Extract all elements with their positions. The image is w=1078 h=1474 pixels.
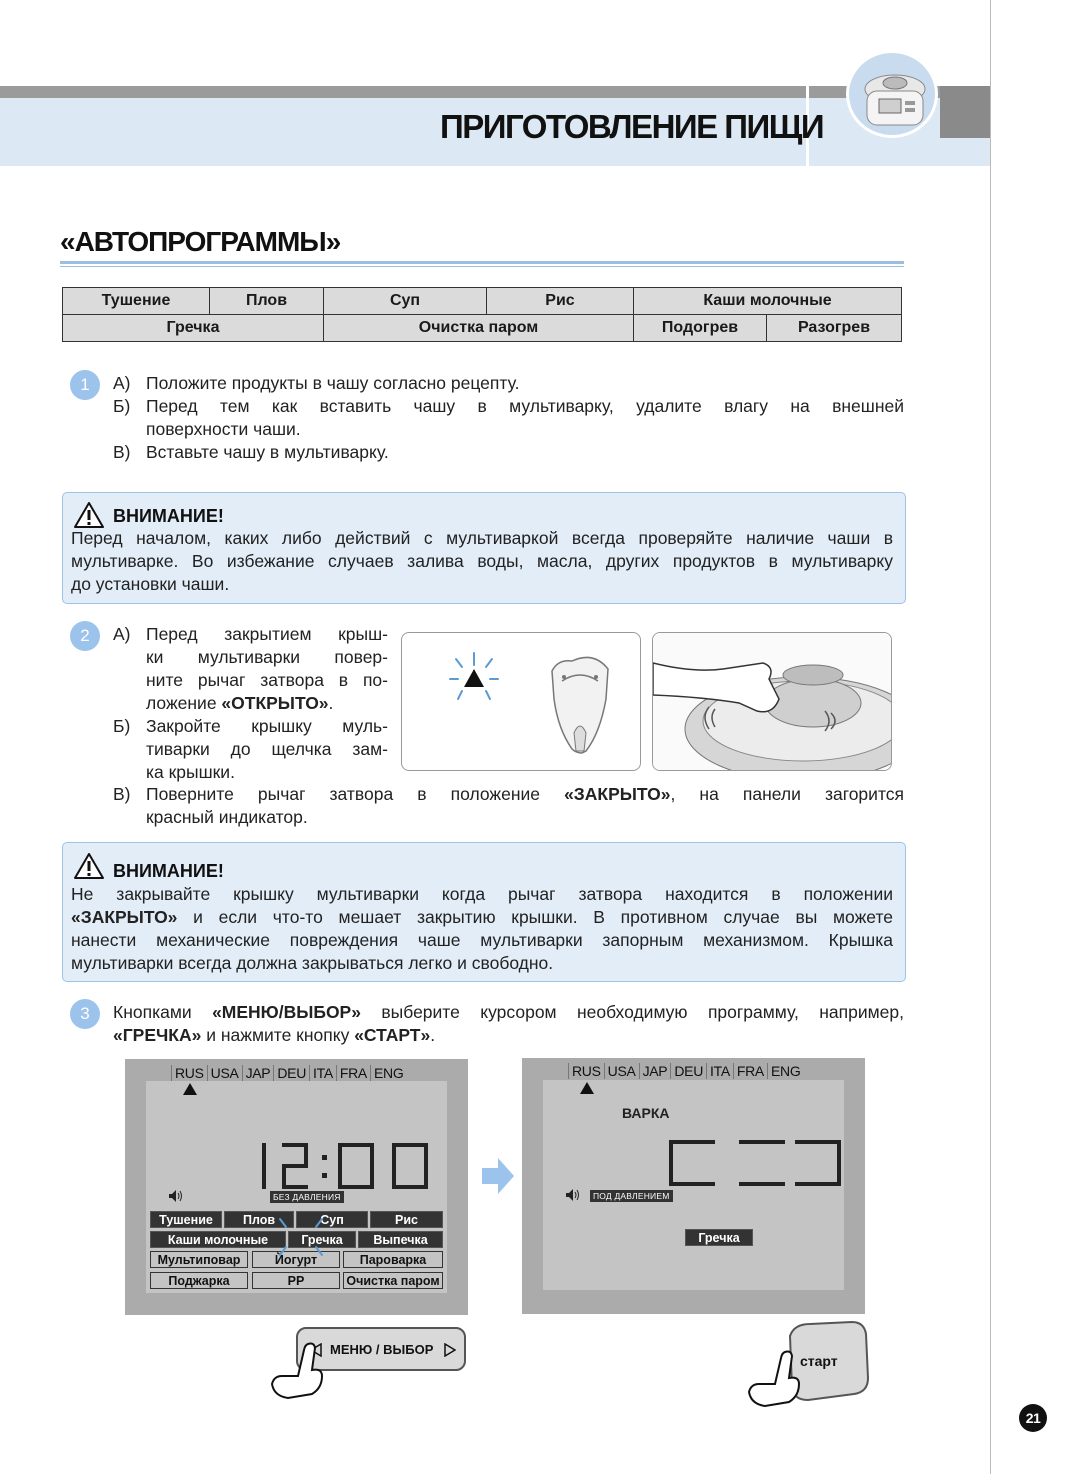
text-run: Кнопками xyxy=(113,1002,213,1022)
language-deu: DEU xyxy=(273,1065,309,1081)
text-run: Поверните рычаг затвора в положение xyxy=(146,784,565,804)
warning-icon xyxy=(73,501,105,529)
pressure-tag: ПОД ДАВЛЕНИЕМ xyxy=(590,1190,673,1202)
language-ita: ITA xyxy=(309,1065,336,1081)
text-run: . xyxy=(430,1025,436,1045)
menu-select-label: МЕНЮ / ВЫБОР xyxy=(330,1342,434,1357)
table-cell: Очистка паром xyxy=(324,315,634,342)
table-cell: Разогрев xyxy=(767,315,902,342)
warning-text: мультиварке. Во избежание случаев залива воды, масла, других продуктов в мультиварку xyxy=(71,551,893,571)
item-text: красный индикатор. xyxy=(146,807,308,827)
table-cell: Подогрев xyxy=(634,315,767,342)
language-fra: FRA xyxy=(336,1065,370,1081)
pointing-hand-icon xyxy=(268,1340,328,1400)
language-rus: RUS xyxy=(568,1063,604,1079)
item-text xyxy=(146,783,904,806)
table-cell: Суп xyxy=(324,288,487,315)
programs-table xyxy=(62,287,902,342)
page-title: ПРИГОТОВЛЕНИЕ ПИЩИ xyxy=(440,108,824,145)
program-button-tushenie: Тушение xyxy=(150,1211,222,1228)
language-jap: JAP xyxy=(242,1065,274,1081)
warning-title: ВНИМАНИЕ! xyxy=(113,506,224,526)
language-usa: USA xyxy=(207,1065,242,1081)
lcd-screen xyxy=(146,1081,447,1293)
item-text: Закройте крышку муль- xyxy=(146,716,388,736)
step3-text xyxy=(113,1001,904,1024)
text-run: ложение xyxy=(146,693,222,713)
step-number: 3 xyxy=(70,999,100,1029)
section-rule xyxy=(60,261,904,264)
language-ita: ITA xyxy=(706,1063,733,1079)
start-button[interactable]: старт xyxy=(800,1353,838,1369)
program-button-plov: Плов xyxy=(224,1211,294,1228)
cooking-status-label: ВАРКА xyxy=(622,1105,670,1121)
right-margin-rule xyxy=(990,0,991,1474)
table-row xyxy=(63,288,902,315)
speaker-icon xyxy=(168,1189,184,1203)
lcd-display-left xyxy=(125,1059,468,1315)
program-button-vypechka: Выпечка xyxy=(358,1231,443,1248)
warning-text: Перед началом, каких либо действий с мультиваркой всегда проверяйте наличие чаши в xyxy=(71,528,893,548)
program-button-kashi: Каши молочные xyxy=(150,1231,286,1248)
language-eng: ENG xyxy=(370,1065,406,1081)
cursor-arrow-icon xyxy=(183,1083,197,1095)
program-button-ris: Рис xyxy=(370,1211,443,1228)
language-bar xyxy=(171,1065,406,1081)
table-cell: Тушение xyxy=(63,288,210,315)
program-button-parovarka: Пароварка xyxy=(343,1251,443,1268)
item-label: Б) xyxy=(113,716,131,736)
cooking-progress-display xyxy=(667,1138,843,1188)
language-deu: DEU xyxy=(670,1063,706,1079)
item-text: ка крышки. xyxy=(146,762,235,782)
lid-closing-illustration xyxy=(652,632,892,771)
program-button-yogurt: Йогурт xyxy=(252,1251,340,1268)
clock-digits-display xyxy=(256,1141,446,1191)
text-run: и если что-то мешает закрытию крышки. В противном случае вы можете xyxy=(177,907,893,927)
text-run: выберите курсором необходимую программу, например, xyxy=(360,1002,904,1022)
language-fra: FRA xyxy=(733,1063,767,1079)
selection-flash-icon xyxy=(270,1215,330,1259)
step1-item-a xyxy=(113,372,904,395)
language-eng: ENG xyxy=(767,1063,803,1079)
program-button-podzharka: Поджарка xyxy=(150,1272,248,1289)
warning-icon xyxy=(73,852,105,880)
step-number: 1 xyxy=(70,370,100,400)
table-cell: Гречка xyxy=(63,315,324,342)
section-title: «АВТОПРОГРАММЫ» xyxy=(60,226,341,257)
warning-text: мультиварки всегда должна закрываться легко и свободно. xyxy=(71,953,554,973)
step1-item-b xyxy=(113,395,904,418)
program-button-multipovar: Мультиповар xyxy=(150,1251,248,1268)
item-text: Перед закрытием крыш- xyxy=(146,624,388,644)
language-bar xyxy=(568,1063,803,1079)
warning-box xyxy=(62,492,906,604)
header-corner-block xyxy=(940,86,990,138)
item-label: А) xyxy=(113,624,131,644)
text-run: , на панели загорится xyxy=(670,784,904,804)
text-bold: «МЕНЮ/ВЫБОР» xyxy=(212,1002,361,1022)
arrow-right-outline-icon xyxy=(444,1343,456,1357)
language-jap: JAP xyxy=(639,1063,671,1079)
text-run: . xyxy=(328,693,334,713)
selected-program-grechka: Гречка xyxy=(685,1229,753,1246)
text-run: и нажмите кнопку xyxy=(201,1025,355,1045)
pointing-hand-icon xyxy=(745,1348,805,1408)
warning-text xyxy=(71,906,893,929)
program-button-sup: Суп xyxy=(296,1211,368,1228)
text-bold: «ЗАКРЫТО» xyxy=(564,784,671,804)
item-text: Положите продукты в чашу согласно рецепту. xyxy=(146,373,520,393)
item-text: поверхности чаши. xyxy=(146,419,301,439)
item-label: Б) xyxy=(113,396,131,416)
text-bold: «СТАРТ» xyxy=(354,1025,431,1045)
text-bold: «ЗАКРЫТО» xyxy=(71,907,178,927)
table-cell: Каши молочные xyxy=(634,288,902,315)
item-label: А) xyxy=(113,373,131,393)
step1-item-b-cont xyxy=(113,418,904,441)
item-text: ните рычаг затвора в по- xyxy=(146,670,388,690)
item-text: Перед тем как вставить чашу в мультиварку, удалите влагу на внешней xyxy=(146,396,904,416)
page-number: 21 xyxy=(1019,1404,1047,1432)
item-label: В) xyxy=(113,442,131,462)
lcd-screen xyxy=(543,1080,844,1290)
header-gray-band xyxy=(0,86,990,98)
program-button-pp: РР xyxy=(252,1272,340,1289)
text-bold: «ГРЕЧКА» xyxy=(113,1025,202,1045)
step-number: 2 xyxy=(70,621,100,651)
cursor-arrow-icon xyxy=(580,1082,594,1094)
section-rule-thin xyxy=(60,266,904,267)
language-rus: RUS xyxy=(171,1065,207,1081)
warning-text: нанести механические повреждения чаше мультиварки запорным механизмом. Крышка xyxy=(71,930,893,950)
lcd-display-right xyxy=(522,1058,865,1314)
text-bold: «ОТКРЫТО» xyxy=(221,693,329,713)
multicooker-badge-icon xyxy=(846,50,938,138)
warning-text: до установки чаши. xyxy=(71,574,230,594)
pressure-tag: БЕЗ ДАВЛЕНИЯ xyxy=(270,1191,344,1203)
warning-title: ВНИМАНИЕ! xyxy=(113,861,224,881)
item-text xyxy=(146,692,388,715)
item-label: В) xyxy=(113,784,131,804)
item-text: ки мультиварки повер- xyxy=(146,647,388,667)
program-button-grechka: Гречка xyxy=(288,1231,356,1248)
step1-item-c xyxy=(113,441,904,464)
speaker-icon xyxy=(565,1188,581,1202)
language-usa: USA xyxy=(604,1063,639,1079)
lever-open-illustration xyxy=(401,632,641,771)
program-button-ochistka: Очистка паром xyxy=(343,1272,443,1289)
step3-text xyxy=(113,1024,904,1047)
arrow-right-icon xyxy=(482,1158,514,1194)
warning-text: Не закрывайте крышку мультиварки когда рычаг затвора находится в положении xyxy=(71,884,893,904)
table-row xyxy=(63,315,902,342)
item-text: Вставьте чашу в мультиварку. xyxy=(146,442,389,462)
item-text: тиварки до щелчка зам- xyxy=(146,739,388,759)
table-cell: Плов xyxy=(210,288,324,315)
table-cell: Рис xyxy=(487,288,634,315)
warning-box xyxy=(62,842,906,982)
